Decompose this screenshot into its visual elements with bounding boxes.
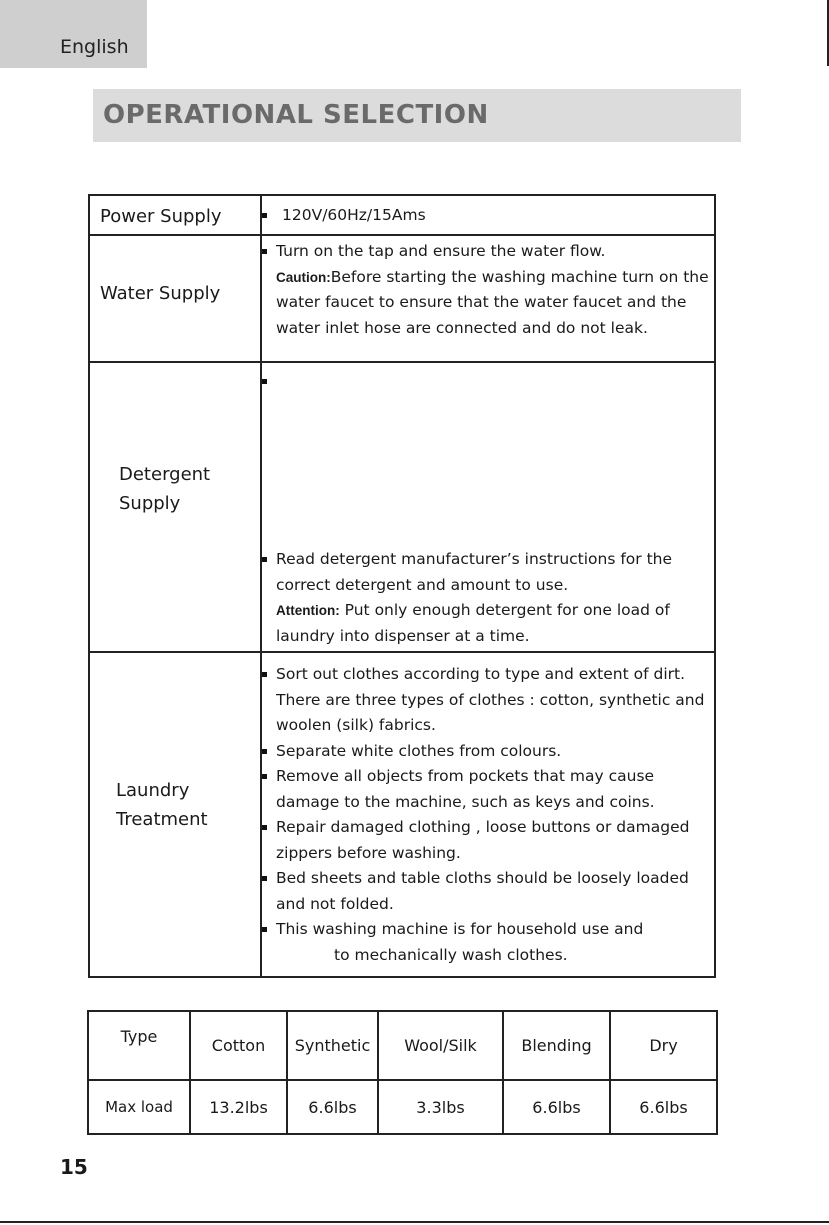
row-water-supply — [89, 235, 715, 362]
bullet-item: Bed sheets and table cloths should be loosely loaded and not folded. — [262, 866, 714, 917]
row-label-line2: Supply — [119, 493, 181, 514]
bullet-item: Turn on the tap and ensure the water flow. — [262, 239, 714, 265]
value-cell: 3.3lbs — [378, 1080, 503, 1134]
operation-table — [88, 194, 716, 978]
bullet-item: Repair damaged clothing , loose buttons or damaged zippers before washing. — [262, 815, 714, 866]
caution-note: Caution:Before starting the washing machine turn on the water faucet to ensure that the water faucet and the water inlet hose are connected and do not leak. — [276, 267, 709, 337]
load-value-row — [88, 1080, 717, 1134]
row-laundry-treatment — [89, 652, 715, 977]
value-cell: 13.2lbs — [190, 1080, 287, 1134]
bullet-item: Remove all objects from pockets that may cause damage to the machine, such as keys and coins. — [262, 764, 714, 815]
header-cell: Wool/Silk — [378, 1011, 503, 1080]
row-label: Power Supply — [100, 206, 222, 227]
max-load-table — [87, 1010, 718, 1135]
bullet-continuation: to mechanically wash clothes. — [334, 945, 568, 964]
row-detergent-supply — [89, 362, 715, 652]
header-cell: Dry — [610, 1011, 717, 1080]
bottom-rule — [0, 1221, 829, 1223]
row-label-line1: Laundry — [116, 780, 190, 801]
value-cell: 6.6lbs — [287, 1080, 378, 1134]
header-cell: Type — [88, 1011, 190, 1080]
value-label-cell: Max load — [88, 1080, 190, 1134]
row-content-cell — [261, 235, 715, 362]
header-cell: Synthetic — [287, 1011, 378, 1080]
row-label-cell — [89, 235, 261, 362]
row-content-cell — [261, 195, 715, 235]
row-power-supply — [89, 195, 715, 235]
row-label-cell — [89, 195, 261, 235]
value-cell: 6.6lbs — [503, 1080, 610, 1134]
bullet-item: Read detergent manufacturer’s instructions for the correct detergent and amount to use. — [262, 547, 714, 598]
bullet-item: Sort out clothes according to type and extent of dirt. There are three types of clothes : cotton, synthetic and woolen (silk) fabrics. — [262, 662, 714, 739]
header-cell: Blending — [503, 1011, 610, 1080]
page-number: 15 — [60, 1155, 88, 1179]
attention-keyword: Attention: — [276, 603, 340, 618]
row-content-cell — [261, 362, 715, 652]
row-content-cell — [261, 652, 715, 977]
empty-bullet-item — [262, 369, 714, 547]
row-label-line1: Detergent — [119, 464, 211, 485]
section-banner — [93, 89, 741, 142]
value-cell: 6.6lbs — [610, 1080, 717, 1134]
bullet-item: Separate white clothes from colours. — [262, 739, 714, 765]
header-cell: Cotton — [190, 1011, 287, 1080]
row-label-line2: Treatment — [116, 809, 208, 830]
load-header-row — [88, 1011, 717, 1080]
attention-note: Attention: Put only enough detergent for one load of laundry into dispenser at a time. — [276, 601, 670, 645]
row-label-cell — [89, 652, 261, 977]
language-label: English — [60, 36, 129, 58]
bullet-item: 120V/60Hz/15Ams — [262, 203, 714, 229]
caution-keyword: Caution: — [276, 269, 331, 285]
language-tab — [0, 0, 147, 68]
row-label: Water Supply — [100, 283, 221, 304]
bullet-item: This washing machine is for household use and — [262, 917, 714, 943]
section-title: OPERATIONAL SELECTION — [103, 100, 489, 130]
row-label-cell — [89, 362, 261, 652]
